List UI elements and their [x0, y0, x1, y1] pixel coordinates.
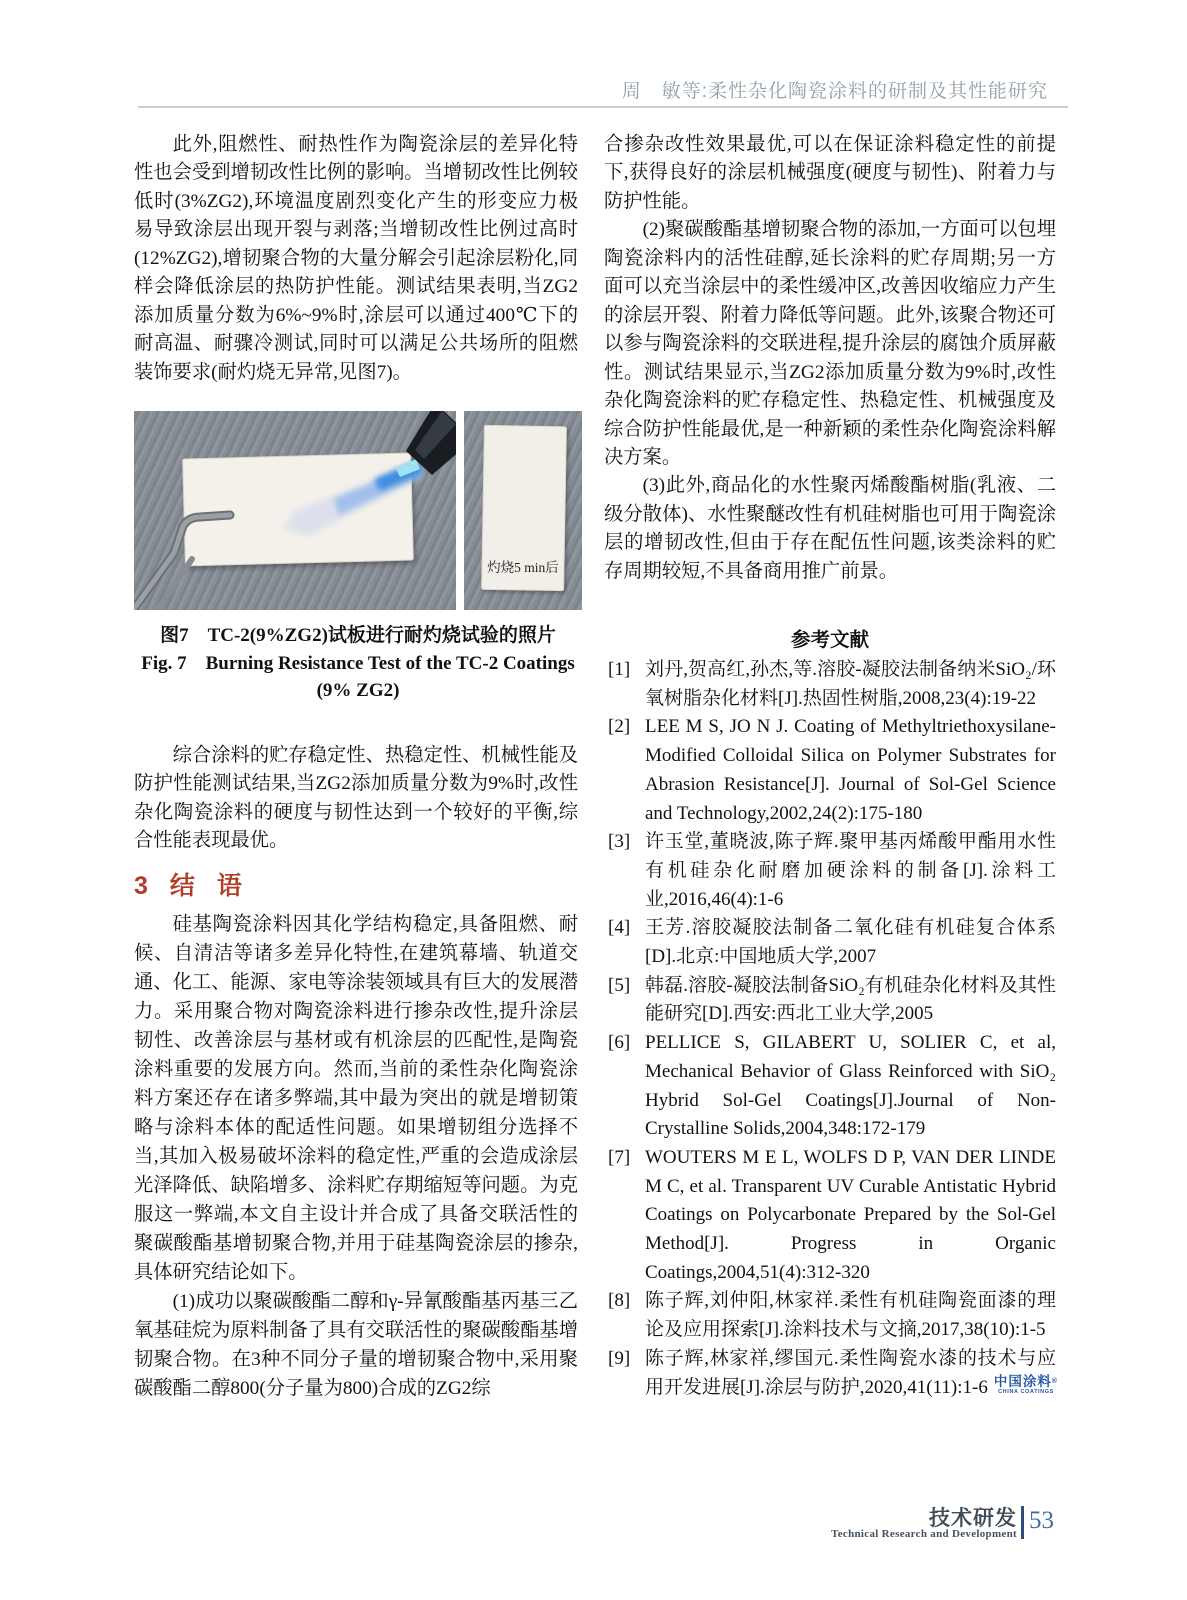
figure-caption-en-2: (9% ZG2)	[316, 680, 400, 701]
reference-marker: [5]	[608, 974, 631, 996]
footer-section-subtitle: Technical Research and Development	[831, 1528, 1017, 1540]
logo-zh-text: 中国涂料	[993, 1374, 1052, 1389]
reference-marker: [7]	[608, 1146, 631, 1168]
footer-section-title: 技术研发	[929, 1507, 1017, 1530]
reference-item	[604, 713, 1056, 828]
section-number: 3	[134, 872, 148, 900]
references-title: 参考文献	[790, 630, 869, 651]
reference-marker: [6]	[608, 1032, 631, 1054]
right-column-paragraphs	[604, 131, 1056, 586]
reference-marker: [4]	[608, 917, 631, 939]
china-coatings-logo	[988, 1374, 1064, 1396]
reference-item	[604, 1144, 1056, 1288]
reference-marker: [3]	[608, 831, 631, 853]
paragraph-overall-balance: 综合涂料的贮存稳定性、热稳定性、机械性能及防护性能测试结果,当ZG2添加质量分数为9%时,改性杂化陶瓷涂料的硬度与韧性达到一个较好的平衡,综合性能表现最优。	[134, 745, 578, 852]
reference-item	[604, 656, 1056, 713]
header-divider	[138, 106, 1068, 108]
reference-marker: [8]	[608, 1290, 631, 1312]
figure-photo-burning-test	[134, 411, 456, 610]
figure-photo-after-burning	[464, 411, 582, 610]
reference-item	[604, 828, 1056, 914]
reference-item	[604, 914, 1056, 971]
paragraph-conclusion-intro: 硅基陶瓷涂料因其化学结构稳定,具备阻燃、耐候、自清洁等诸多差异化特性,在建筑幕墙、轨道交通、化工、能源、家电等涂装领域具有巨大的发展潜力。采用聚合物对陶瓷涂料进行掺杂改性,提升涂层韧性、改善涂层与基材或有机涂层的匹配性,是陶瓷涂料重要的发展方向。然而,当前的柔性杂化陶瓷涂料方案还存在诸多弊端,其中最为突出的就是增韧策略与涂料本体的配适性问题。如果增韧组分选择不当,其加入极易破坏涂料的稳定性,严重的会造成涂层光泽降低、缺陷增多、涂料贮存期缩短等问题。为克服这一弊端,本文自主设计并合成了具备交联活性的聚碳酸酯基增韧聚合物,并用于硅基陶瓷涂层的掺杂,具体研究结论如下。	[134, 914, 578, 1283]
references-list	[604, 656, 1059, 1402]
footer-divider-bar	[1021, 1506, 1024, 1539]
figure-caption-zh: 图7 TC-2(9%ZG2)试板进行耐灼烧试验的照片	[160, 625, 556, 646]
section-word-1: 结	[169, 872, 195, 900]
reference-text: 陈子辉,刘仲阳,林家祥.柔性有机硅陶瓷面漆的理论及应用探索[J].涂料技术与文摘,2017,38(10):1-5	[645, 1290, 1056, 1341]
running-head: 周 敏等:柔性杂化陶瓷涂料的研制及其性能研究	[621, 81, 1048, 102]
reference-marker: [2]	[608, 716, 631, 738]
paragraph-conclusion-1-cont: 合掺杂改性效果最优,可以在保证涂料稳定性的前提下,获得良好的涂层机械强度(硬度与韧性)、附着力与防护性能。	[604, 134, 1056, 212]
reference-text: 王芳.溶胶凝胶法制备二氧化硅有机硅复合体系[D].北京:中国地质大学,2007	[645, 917, 1056, 968]
reference-item	[604, 1029, 1056, 1144]
paragraph-flame-retardance: 此外,阻燃性、耐热性作为陶瓷涂层的差异化特性也会受到增韧改性比例的影响。当增韧改性比例较低时(3%ZG2),环境温度剧烈变化产生的形变应力极易导致涂层出现开裂与剥落;当增韧改性比例过高时(12%ZG2),增韧聚合物的大量分解会引起涂层粉化,同样会降低涂层的热防护性能。测试结果表明,当ZG2添加质量分数为6%~9%时,涂层可以通过400℃下的耐高温、耐骤冷测试,同时可以满足公共场所的阻燃装饰要求(耐灼烧无异常,见图7)。	[134, 134, 578, 383]
section-word-2: 语	[216, 872, 242, 900]
reference-text: LEE M S, JO N J. Coating of Methyltriethoxysilane-Modified Colloidal Silica on Polymer Substrates for Abrasion Resistance[J]. Journal of Sol-Gel Science and Technology,2002,24(2):175-180	[645, 716, 1056, 824]
conclusion-paragraphs	[134, 910, 578, 1403]
figure-caption-en: Fig. 7 Burning Resistance Test of the TC-2 Coatings	[141, 652, 575, 674]
after-burning-illustration	[464, 411, 582, 610]
figure-caption	[134, 622, 582, 705]
figure-7	[134, 411, 582, 610]
reference-text: WOUTERS M E L, WOLFS D P, VAN DER LINDE M C, et al. Transparent UV Curable Antistatic Hybrid Coatings on Polycarbonate Prepared by the Sol-Gel Method[J]. Progress in Organic Coatings,2004,51(4):312-320	[645, 1146, 1056, 1283]
page-number: 53	[1029, 1507, 1054, 1534]
paragraph-conclusion-2: (2)聚碳酸酯基增韧聚合物的添加,一方面可以包埋陶瓷涂料内的活性硅醇,延长涂料的贮存周期;另一方面可以充当涂层中的柔性缓冲区,改善因收缩应力产生的涂层开裂、附着力降低等问题。此外,该聚合物还可以参与陶瓷涂料的交联进程,提升涂层的腐蚀介质屏蔽性。测试结果显示,当ZG2添加质量分数为9%时,改性杂化陶瓷涂料的贮存稳定性、热稳定性、机械强度及综合防护性能最优,是一种新颖的柔性杂化陶瓷涂料解决方案。	[604, 219, 1056, 468]
paragraph-conclusion-3: (3)此外,商品化的水性聚丙烯酸酯树脂(乳液、二级分散体)、水性聚醚改性有机硅树脂也可用于陶瓷涂层的增韧改性,但由于存在配伍性问题,该类涂料的贮存周期较短,不具备商用推广前景。	[604, 475, 1056, 582]
reference-item	[604, 972, 1056, 1029]
logo-en-text: CHINA COATINGS	[998, 1389, 1054, 1395]
reference-item	[604, 1287, 1056, 1344]
registered-mark: ®	[1051, 1378, 1059, 1385]
after-burning-label: 灼烧5 min后	[487, 560, 559, 575]
reference-text: 陈子辉,林家祥,缪国元.柔性陶瓷水漆的技术与应用开发进展[J].涂层与防护,2020,41(11):1-6	[645, 1347, 1056, 1398]
reference-text: 刘丹,贺高红,孙杰,等.溶胶-凝胶法制备纳米SiO₂/环氧树脂杂化材料[J].热固性树脂,2008,23(4):19-22	[645, 659, 1056, 709]
section-heading-conclusion	[134, 866, 242, 902]
reference-text: 许玉堂,董晓波,陈子辉.聚甲基丙烯酸甲酯用水性有机硅杂化耐磨加硬涂料的制备[J].涂料工业,2016,46(4):1-6	[645, 831, 1056, 910]
burning-test-illustration	[134, 411, 456, 610]
paragraph-conclusion-1: (1)成功以聚碳酸酯二醇和γ-异氰酸酯基丙基三乙氧基硅烷为原料制备了具有交联活性的聚碳酸酯基增韧聚合物。在3种不同分子量的增韧聚合物中,采用聚碳酸酯二醇800(分子量为800)合成的ZG2综	[134, 1291, 578, 1399]
reference-marker: [9]	[608, 1347, 631, 1369]
reference-text: PELLICE S, GILABERT U, SOLIER C, et al, Mechanical Behavior of Glass Reinforced with SiO₂ Hybrid Sol-Gel Coatings[J].Journal of Non-Crystalline Solids,2004,348:172-179	[645, 1032, 1056, 1140]
reference-text: 韩磊.溶胶-凝胶法制备SiO₂有机硅杂化材料及其性能研究[D].西安:西北工业大学,2005	[645, 974, 1056, 1025]
reference-marker: [1]	[608, 659, 631, 680]
